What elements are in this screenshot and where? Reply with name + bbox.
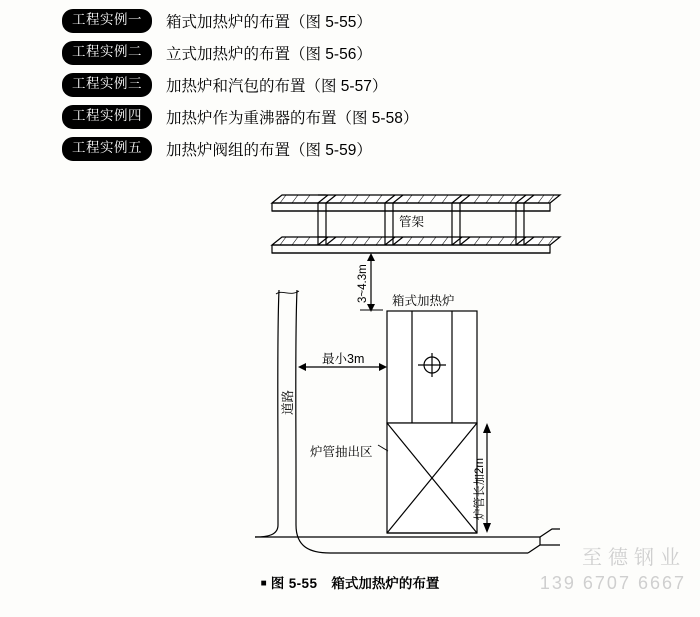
watermark-phone: 139 6707 6667: [539, 573, 686, 593]
figure-caption: [0, 572, 700, 592]
list-item: [62, 38, 662, 68]
example-text: 加热炉和汽包的布置（图 5-57）: [166, 78, 388, 95]
list-item: [62, 6, 662, 36]
label-pipe-rack: 管架: [399, 215, 425, 229]
example-tag: 工程实例二: [62, 41, 152, 64]
example-list: [62, 6, 662, 166]
caption-marker: ■: [260, 578, 267, 589]
example-text: 立式加热炉的布置（图 5-56）: [166, 46, 372, 63]
list-item: [62, 70, 662, 100]
list-item: [62, 102, 662, 132]
caption-number: 图 5-55: [270, 576, 318, 591]
list-item: [62, 134, 662, 164]
example-tag: 工程实例一: [62, 9, 152, 32]
example-text: 加热炉作为重沸器的布置（图 5-58）: [166, 110, 419, 127]
caption-title: 箱式加热炉的布置: [331, 576, 440, 591]
label-rack-height: 3~4.3m: [357, 264, 369, 303]
example-text: 加热炉阀组的布置（图 5-59）: [166, 142, 372, 159]
example-tag: 工程实例四: [62, 105, 152, 128]
label-tube-length: 炉管长加2m: [474, 458, 486, 520]
example-tag: 工程实例三: [62, 73, 152, 96]
label-road: 道路: [281, 389, 295, 415]
watermark-name: 至德钢业: [582, 547, 686, 569]
example-text: 箱式加热炉的布置（图 5-55）: [166, 14, 372, 31]
label-min-distance: 最小3m: [322, 352, 365, 366]
example-tag: 工程实例五: [62, 137, 152, 160]
label-tube-pull-area: 炉管抽出区: [310, 445, 373, 459]
label-furnace: 箱式加热炉: [392, 294, 455, 308]
figure-diagram: [0, 175, 700, 595]
